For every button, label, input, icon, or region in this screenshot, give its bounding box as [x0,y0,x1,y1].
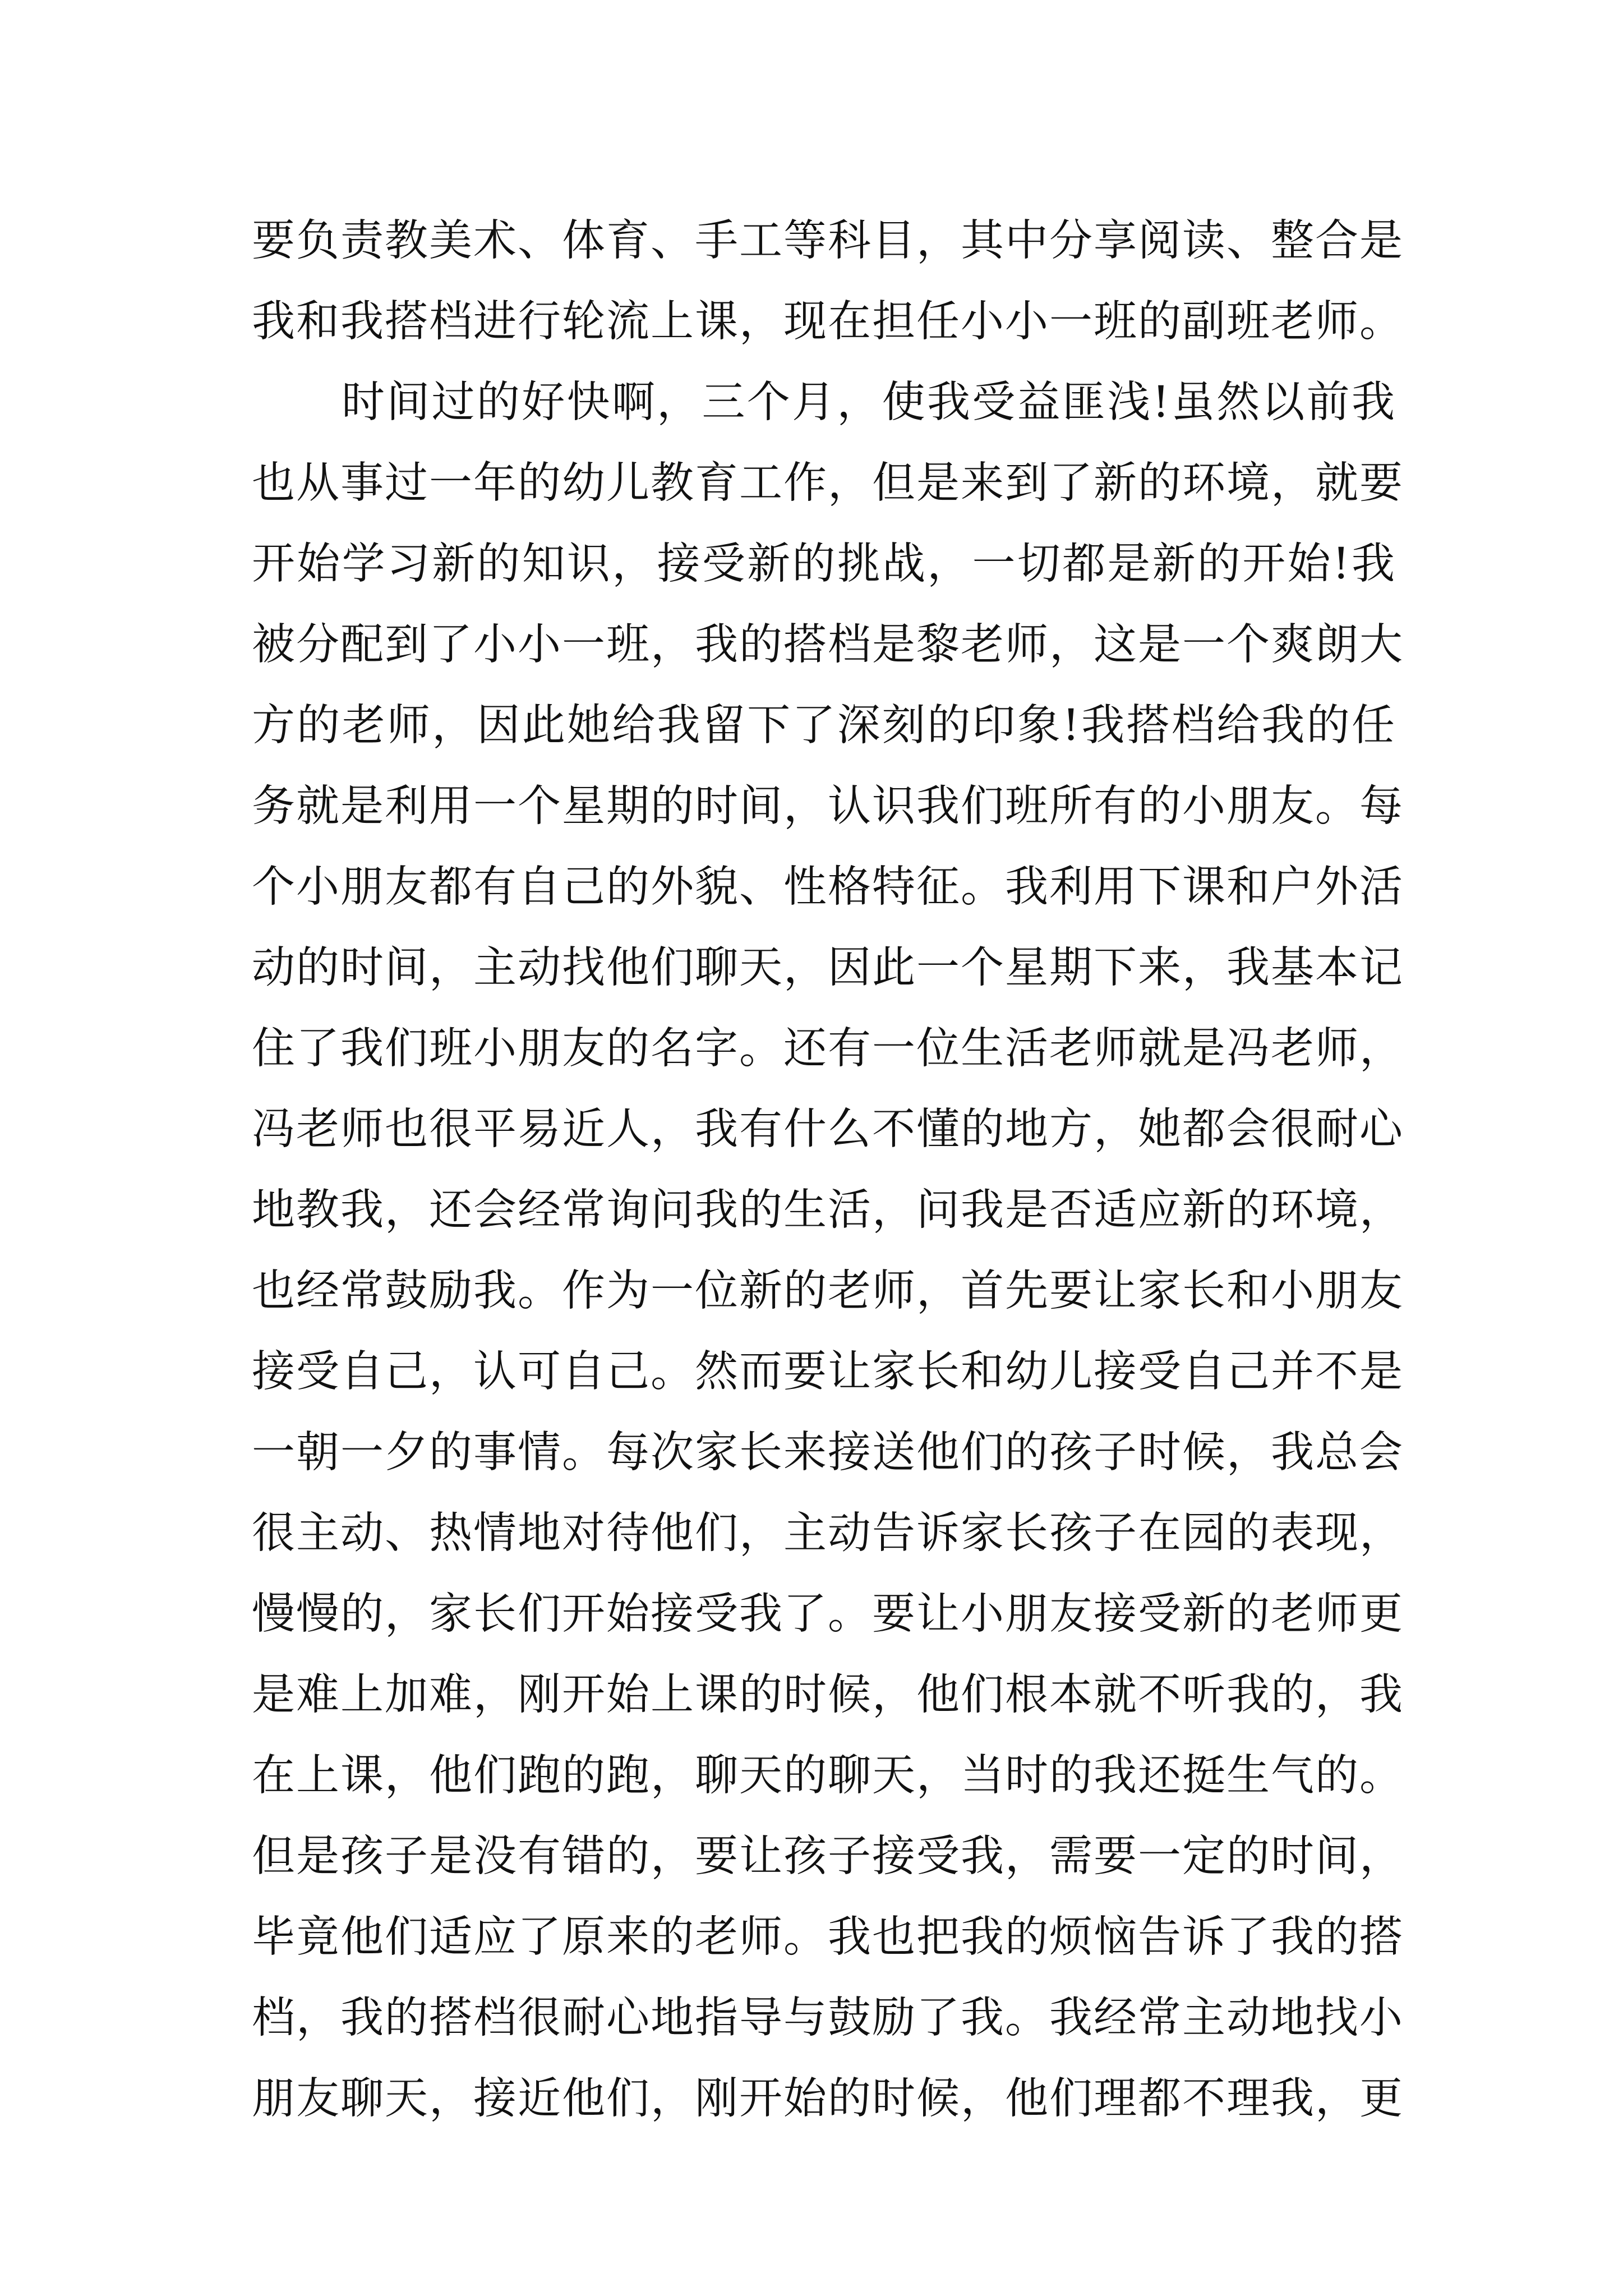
text-line: 也经常鼓励我。作为一位新的老师，首先要让家长和小朋友 [252,1266,1404,1316]
text-line: 方的老师，因此她给我留下了深刻的印象!我搭档给我的任 [252,701,1396,751]
text-line: 务就是利用一个星期的时间，认识我们班所有的小朋友。每 [252,781,1404,831]
text-line: 开始学习新的知识，接受新的挑战，一切都是新的开始!我 [252,539,1396,589]
text-line: 在上课，他们跑的跑，聊天的聊天，当时的我还挺生气的。 [252,1751,1404,1801]
text-line: 个小朋友都有自己的外貌、性格特征。我利用下课和户外活 [252,862,1404,912]
body-text [252,201,1404,2139]
text-line: 但是孩子是没有错的，要让孩子接受我，需要一定的时间， [252,1832,1404,1881]
text-line: 动的时间，主动找他们聊天，因此一个星期下来，我基本记 [252,943,1404,993]
text-line: 是难上加难，刚开始上课的时候，他们根本就不听我的，我 [252,1670,1404,1720]
text-line: 慢慢的，家长们开始接受我了。要让小朋友接受新的老师更 [252,1589,1404,1639]
text-line: 住了我们班小朋友的名字。还有一位生活老师就是冯老师， [252,1024,1404,1074]
text-line: 毕竟他们适应了原来的老师。我也把我的烦恼告诉了我的搭 [252,1912,1404,1962]
text-line: 很主动、热情地对待他们，主动告诉家长孩子在园的表现， [252,1508,1404,1558]
text-line: 朋友聊天，接近他们，刚开始的时候，他们理都不理我，更 [252,2074,1404,2124]
text-line: 要负责教美术、体育、手工等科目，其中分享阅读、整合是 [252,216,1404,266]
paragraph-start-line: 时间过的好快啊，三个月，使我受益匪浅!虽然以前我 [342,378,1396,427]
text-line: 地教我，还会经常询问我的生活，问我是否适应新的环境， [252,1185,1404,1235]
text-line: 冯老师也很平易近人，我有什么不懂的地方，她都会很耐心 [252,1105,1404,1154]
text-line: 也从事过一年的幼儿教育工作，但是来到了新的环境，就要 [252,458,1404,508]
text-line: 我和我搭档进行轮流上课，现在担任小小一班的副班老师。 [252,297,1404,347]
text-line: 接受自己，认可自己。然而要让家长和幼儿接受自己并不是 [252,1347,1404,1397]
text-line: 一朝一夕的事情。每次家长来接送他们的孩子时候，我总会 [252,1428,1404,1478]
text-line: 被分配到了小小一班，我的搭档是黎老师，这是一个爽朗大 [252,620,1404,670]
text-line: 档，我的搭档很耐心地指导与鼓励了我。我经常主动地找小 [252,1993,1404,2043]
